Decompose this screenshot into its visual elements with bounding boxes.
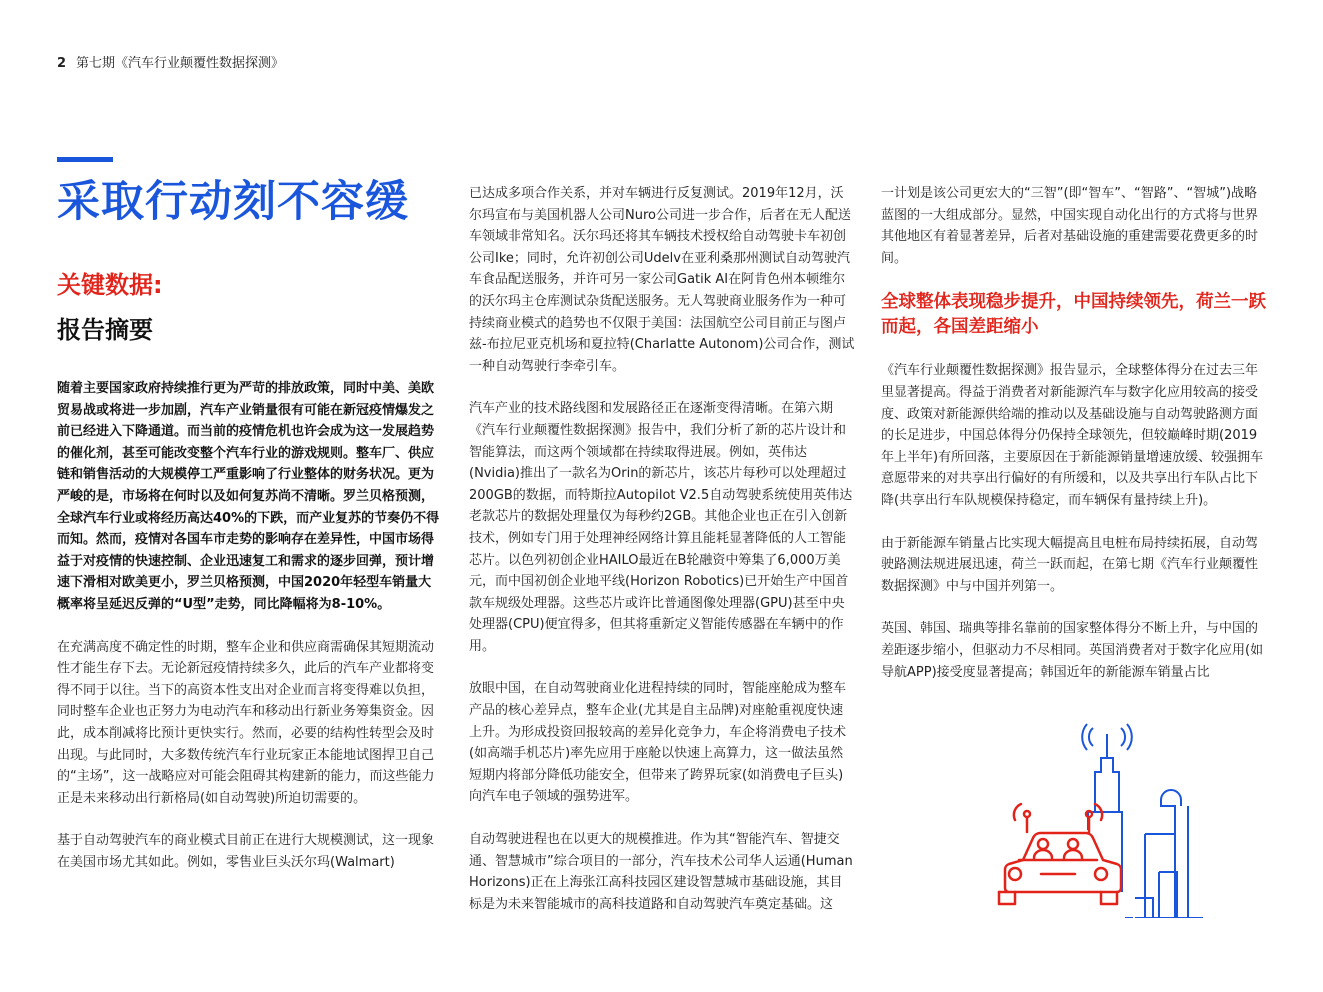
paragraph: 汽车产业的技术路线图和发展路径正在逐渐变得清晰。在第六期《汽车行业颠覆性数据探测》报告中，我们分析了新的芯片设计和智能算法，而这两个领域都在持续取得进展。例如，英伟达(Nvidia)推出了一款名为Orin的新芯片，该芯片每秒可以处理超过200GB的数据，而特斯拉Autopilot V2.5自动驾驶系统使用英伟达老款芯片的数据处理量仅为每秒约2GB。其他企业也正在引入创新技术，例如专门用于处理神经网络计算且能耗显著降低的人工智能芯片。以色列初创企业HAILO最近在B轮融资中筹集了6,000万美元，而中国初创企业地平线(Horizon Robotics)已开始生产中国首款车规级处理器。这些芯片或许比普通图像处理器(GPU)甚至中央处理器(CPU)便宜得多，但其将重新定义智能传感器在车辆中的作用。 [469, 401, 853, 654]
text-column-3 [881, 183, 1267, 704]
paragraph: 基于自动驾驶汽车的商业模式目前正在进行大规模测试，这一现象在美国市场尤其如此。例如，零售业巨头沃尔玛(Walmart) [57, 833, 435, 870]
intro-paragraph: 随着主要国家政府持续推行更为严苛的排放政策，同时中美、美欧贸易战或将进一步加剧，汽车产业销量很有可能在新冠疫情爆发之前已经进入下降通道。而当前的疫情危机也许会成为这一发展趋势的催化剂，甚至可能改变整个汽车行业的游戏规则。整车厂、供应链和销售活动的大规模停工严重影响了行业整体的财务状况。更为严峻的是，市场将在何时以及如何复苏尚不清晰。罗兰贝格预测，全球汽车行业或将经历高达40%的下跌，而产业复苏的节奏仍不得而知。然而，疫情对各国车市走势的影响存在差异性，中国市场得益于对疫情的快速控制、企业迅速复工和需求的逐步回弹，预计增速下滑相对欧美更小，罗兰贝格预测，中国2020年轻型车销量大概率将呈延迟反弹的“U型”走势，同比降幅将为8-10%。 [57, 381, 440, 612]
text-column-1 [57, 378, 443, 894]
key-data-heading: 关键数据: [57, 271, 163, 299]
text-column-2 [469, 183, 855, 936]
paragraph: 已达成多项合作关系，并对车辆进行反复测试。2019年12月，沃尔玛宣布与美国机器人公司Nuro公司进一步合作，后者在无人配送车领域非常知名。沃尔玛还将其车辆技术授权给自动驾驶卡车初创公司Ike；同时，允许初创公司Udelv在亚利桑那州测试自动驾驶汽车食品配送服务，并许可另一家公司Gatik AI在阿肯色州本顿维尔的沃尔玛主仓库测试杂货配送服务。无人驾驶商业服务作为一种可持续商业模式的趋势也不仅限于美国：法国航空公司目前正与图卢兹-布拉尼亚克机场和夏拉特(Charlatte Autonom)公司合作，测试一种自动驾驶行李牵引车。 [469, 186, 855, 374]
publication-title: 第七期《汽车行业颠覆性数据探测》 [76, 56, 285, 71]
running-header [57, 52, 284, 71]
executive-summary-heading: 报告摘要 [57, 316, 153, 344]
paragraph: 由于新能源车销量占比实现大幅提高且电桩布局持续拓展，自动驾驶路测法规进展迅速，荷兰一跃而起，在第七期《汽车行业颠覆性数据探测》中与中国并列第一。 [881, 535, 1259, 594]
paragraph: 《汽车行业颠覆性数据探测》报告显示，全球整体得分在过去三年里显著提高。得益于消费者对新能源汽车与数字化应用较高的接受度、政策对新能源供给端的推动以及基础设施与自动驾驶路测方面的长足进步，中国总体得分仍保持全球领先，但较巅峰时期(2019年上半年)有所回落，主要原因在于新能源销量增速放缓、较强拥车意愿带来的对共享出行偏好的有所缓和，以及共享出行车队占比下降(共享出行车队规模保持稳定，而车辆保有量持续上升)。 [881, 363, 1264, 508]
smart-car-city-icon [985, 722, 1207, 918]
page-title: 采取行动刻不容缓 [57, 177, 409, 227]
paragraph: 英国、韩国、瑞典等排名靠前的国家整体得分不断上升，与中国的差距逐步缩小，但驱动力不尽相同。英国消费者对于数字化应用(如导航APP)接受度显著提高；韩国近年的新能源车销量占比 [881, 621, 1264, 680]
title-accent-bar [57, 157, 113, 162]
page-number: 2 [57, 56, 67, 71]
section-subheading: 全球整体表现稳步提升，中国持续领先，荷兰一跃而起，各国差距缩小 [881, 292, 1266, 338]
paragraph: 自动驾驶进程也在以更大的规模推进。作为其“智能汽车、智捷交通、智慧城市”综合项目的一部分，汽车技术公司华人运通(Human Horizons)正在上海张江高科技园区建设智慧城市基础设施，其目标是为未来智能城市的高科技道路和自动驾驶汽车奠定基础。这 [469, 832, 853, 912]
paragraph: 一计划是该公司更宏大的“三智”(即“智车”、“智路”、“智城”)战略蓝图的一大组成部分。显然，中国实现自动化出行的方式将与世界其他地区有着显著差异，后者对基础设施的重建需要花费更多的时间。 [881, 186, 1259, 266]
paragraph: 放眼中国，在自动驾驶商业化进程持续的同时，智能座舱成为整车产品的核心差异点，整车企业(尤其是自主品牌)对座舱重视度快速上升。为形成投资回报较高的差异化竞争力，车企将消费电子技术(如高端手机芯片)率先应用于座舱以快速上高算力，这一做法虽然短期内将部分降低功能安全，但带来了跨界玩家(如消费电子巨头)向汽车电子领域的强势进军。 [469, 681, 847, 805]
paragraph: 在充满高度不确定性的时期，整车企业和供应商需确保其短期流动性才能生存下去。无论新冠疫情持续多久，此后的汽车产业都将变得不同于以往。当下的高资本性支出对企业而言将变得难以负担，同时整车企业也正努力为电动汽车和移动出行新业务筹集资金。因此，成本削减将比预计更快实行。然而，必要的结构性转型会及时出现。与此同时，大多数传统汽车行业玩家正本能地试图捍卫自己的“主场”，这一战略应对可能会阻碍其构建新的能力，而这些能力正是未来移动出行新格局(如自动驾驶)所迫切需要的。 [57, 639, 435, 806]
